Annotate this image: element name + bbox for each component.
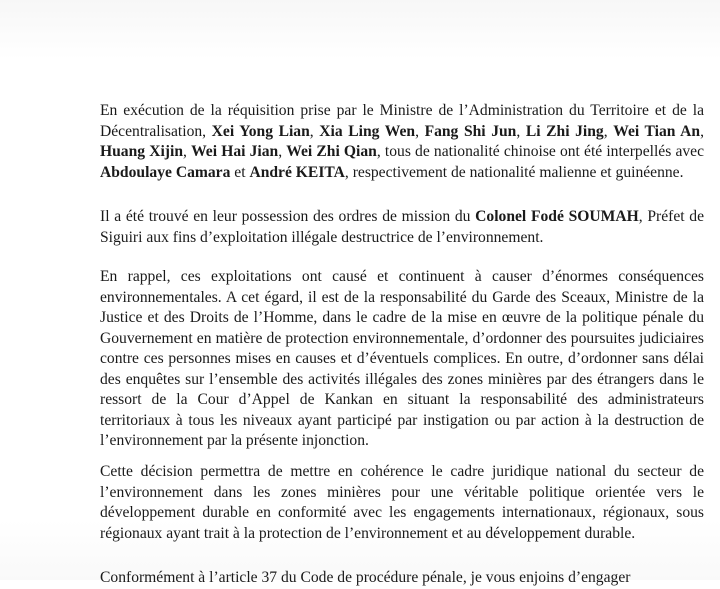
text-segment: , (700, 122, 704, 140)
bold-name: André KEITA (249, 163, 345, 181)
text-segment: Cette décision permettra de mettre en cohérence le cadre juridique national du secteur de l’environnement dans les zones minières pour une véritable politique orientée vers le développement durable en conformité avec les engagements internationaux, régionaux, sous régionaux ayant trait à la protection de l’environnement et au développement durable. (100, 463, 704, 542)
text-segment: , (516, 122, 526, 140)
text-segment: , tous de nationalité chinoise ont été interpellés avec (376, 143, 705, 160)
text-segment: En exécution de la réquisition prise par le Ministre de l’Administration du Territoire et de la Décentralisation, (100, 102, 704, 140)
bold-name: Xei Yong Lian (211, 122, 310, 140)
bold-name: Colonel Fodé SOUMAH (475, 208, 639, 225)
paragraph-requisition (100, 101, 704, 183)
text-segment: , (603, 122, 614, 140)
paragraph-mission-orders (100, 207, 704, 248)
text-segment: , respectivement de nationalité malienne et guinéenne. (344, 163, 684, 181)
paragraph-decision (100, 462, 704, 544)
bold-name: Fang Shi Jun (424, 122, 517, 140)
bold-name: Abdoulaye Camara (100, 163, 231, 181)
bold-name: Xia Ling Wen (319, 122, 416, 140)
text-segment: , Préfet de Siguiri aux fins d’exploitation illégale destructrice de l’environnement. (100, 208, 705, 246)
text-segment: Conformément à l’article 37 du Code de procédure pénale, je vous enjoins d’engager (100, 569, 631, 586)
paragraph-article-37 (100, 568, 704, 589)
text-segment: , (183, 143, 192, 160)
bold-name: Wei Zhi Qian (286, 143, 377, 160)
text-segment: , (278, 143, 287, 160)
text-segment: , (415, 122, 425, 140)
bold-name: Li Zhi Jing (525, 122, 604, 140)
paragraph-consequences (100, 267, 704, 452)
bold-name: Wei Hai Jian (191, 143, 279, 160)
bold-name: Wei Tian An (613, 122, 701, 140)
text-segment: et (230, 163, 250, 181)
bold-name: Huang Xijin (100, 143, 184, 160)
text-segment: En rappel, ces exploitations ont causé et continuent à causer d’énormes conséquences environnementales. A cet égard, il est de la responsabilité du Garde des Sceaux, Ministre de la Justice et des Droits de l’Homme, dans le cadre de la mise en œuvre de la politique pénale du Gouvernement en matière de protection environnementale, d’ordonner des poursuites judiciaires contre ces personnes mises en causes et d’éventuels complices. En outre, d’ordonner sans délai des enquêtes sur l’ensemble des activités illégales des zones minières par des étrangers dans le ressort de la Cour d’Appel de Kankan en situant la responsabilité des administrateurs territoriaux à tous les niveaux ayant participé par instigation ou par action à la destruction de l’environnement par la présente injonction. (100, 268, 704, 449)
text-segment: Il a été trouvé en leur possession des ordres de mission du (100, 208, 476, 225)
text-segment: , (309, 122, 320, 140)
